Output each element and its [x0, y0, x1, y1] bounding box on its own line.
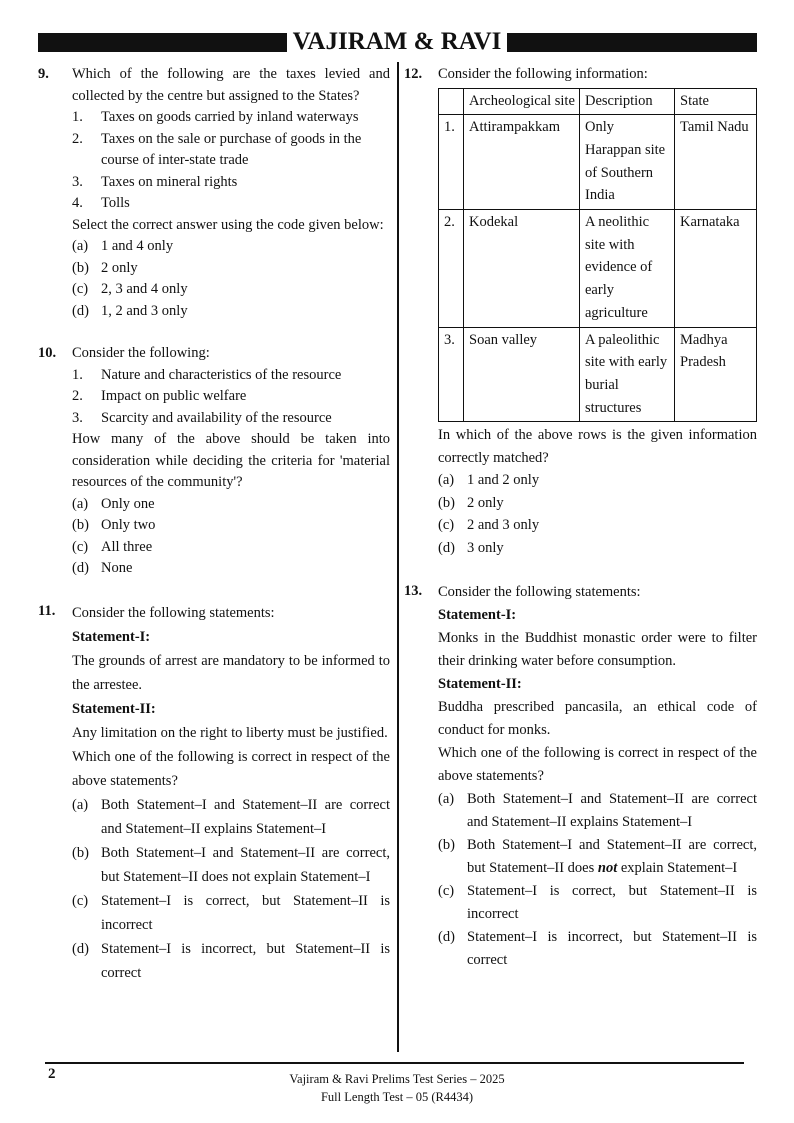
right-column [404, 64, 757, 972]
question-stem: Consider the following statements: [72, 604, 275, 621]
table-cell: A neolithic site with evidence of early agriculture [580, 210, 675, 328]
footer-text [0, 1070, 794, 1106]
table-cell: Karnataka [675, 210, 757, 328]
option-d[interactable]: (d) Statement–I is incorrect, but Statement–II is correct [438, 929, 757, 969]
option-a[interactable]: (a) Only one [72, 495, 155, 512]
statement-text: Buddha prescribed pancasila, an ethical code of conduct for monks. [438, 699, 757, 739]
question-number: 10. [38, 345, 57, 361]
statement-text: Any limitation on the right to liberty must be justified. [72, 724, 388, 741]
option-c[interactable]: (c) All three [72, 538, 153, 555]
option-b[interactable]: (b) Only two [72, 517, 156, 533]
option-d[interactable]: (d) Statement–I is incorrect, but Statement–II is correct [72, 940, 390, 981]
footer-line-1: Vajiram & Ravi Prelims Test Series – 2025 [289, 1072, 505, 1086]
table-row [439, 210, 757, 328]
table-header-cell [439, 88, 464, 115]
table-cell: Kodekal [464, 210, 580, 328]
table-row [439, 115, 757, 210]
statement-heading: Statement-I: [438, 607, 517, 624]
list-item: 3. Scarcity and availability of the resource [72, 409, 332, 426]
option-d[interactable]: (d) 1, 2 and 3 only [72, 302, 188, 319]
statement-heading: Statement-II: [72, 700, 156, 717]
table-cell: Attirampakkam [464, 115, 580, 210]
table-header-cell: Archeological site [464, 88, 580, 115]
table-cell: A paleolithic site with early burial structures [580, 327, 675, 422]
list-item: 3. Taxes on mineral rights [72, 173, 238, 190]
table-cell: 2. [439, 210, 464, 328]
option-b[interactable]: (b) Both Statement–I and Statement–II are correct, but Statement–II does not explain Statement–I [438, 837, 757, 877]
footer-rule [45, 1062, 744, 1064]
table-cell: 3. [439, 327, 464, 422]
list-item: 2. Taxes on the sale or purchase of goods in the course of inter-state trade [72, 130, 362, 168]
table-cell: Madhya Pradesh [675, 327, 757, 422]
option-c[interactable]: (c) 2 and 3 only [438, 517, 540, 534]
question-10 [38, 343, 390, 580]
table-cell: Soan valley [464, 327, 580, 422]
page-number: 2 [48, 1066, 56, 1082]
table-header-row [439, 88, 757, 115]
question-number: 12. [404, 66, 423, 82]
list-item: 1. Nature and characteristics of the resource [72, 366, 342, 383]
question-stem: Which of the following are the taxes levied and collected by the centre but assigned to the States? [72, 66, 390, 104]
question-number: 9. [38, 66, 49, 82]
table-cell: 1. [439, 115, 464, 210]
question-11 [38, 601, 390, 985]
option-d[interactable]: (d) None [72, 560, 133, 576]
statement-text: Monks in the Buddhist monastic order were to filter their drinking water before consumption. [438, 630, 757, 670]
question-number: 11. [38, 602, 56, 619]
statement-heading: Statement-II: [438, 676, 522, 693]
table-header-cell: Description [580, 88, 675, 115]
question-stem: Consider the following information: [438, 66, 648, 82]
header-title: VAJIRAM & RAVI [0, 28, 794, 56]
column-divider [397, 62, 399, 1052]
list-item: 4. Tolls [72, 195, 130, 211]
option-b[interactable]: (b) 2 only [438, 494, 504, 511]
option-a[interactable]: (a) Both Statement–I and Statement–II are correct and Statement–II explains Statement–I [72, 796, 390, 837]
option-c[interactable]: (c) 2, 3 and 4 only [72, 281, 188, 297]
question-number: 13. [404, 583, 423, 600]
option-c[interactable]: (c) Statement–I is correct, but Statement–II is incorrect [438, 883, 757, 923]
list-item: 2. Impact on public welfare [72, 388, 247, 404]
statement-heading: Statement-I: [72, 628, 151, 645]
option-c[interactable]: (c) Statement–I is correct, but Statement–II is incorrect [72, 892, 390, 933]
question-text: Which one of the following is correct in respect of the above statements? [72, 748, 390, 789]
question-text: In which of the above rows is the given information correctly matched? [438, 427, 757, 466]
question-instruction: Select the correct answer using the code given below: [72, 216, 384, 233]
table-cell: Tamil Nadu [675, 115, 757, 210]
table-cell: Only Harappan site of Southern India [580, 115, 675, 210]
statement-text: The grounds of arrest are mandatory to be informed to the arrestee. [72, 652, 390, 693]
option-a[interactable]: (a) Both Statement–I and Statement–II are correct and Statement–II explains Statement–I [438, 791, 757, 831]
option-a[interactable]: (a) 1 and 4 only [72, 238, 174, 254]
info-table [438, 88, 757, 423]
list-item: 1. Taxes on goods carried by inland waterways [72, 109, 359, 125]
question-stem: Consider the following statements: [438, 584, 641, 601]
left-column [38, 64, 390, 985]
table-row [439, 327, 757, 422]
footer-line-2: Full Length Test – 05 (R4434) [320, 1090, 473, 1104]
option-d[interactable]: (d) 3 only [438, 539, 504, 556]
option-b[interactable]: (b) 2 only [72, 259, 138, 276]
question-12 [404, 64, 757, 559]
question-text: How many of the above should be taken into consideration while deciding the criteria for 'material resources of the community'? [72, 431, 390, 490]
question-stem: Consider the following: [72, 345, 210, 361]
table-header-cell: State [675, 88, 757, 115]
option-b[interactable]: (b) Both Statement–I and Statement–II are correct, but Statement–II does not explain Statement–I [72, 844, 390, 885]
question-9 [38, 64, 390, 322]
option-a[interactable]: (a) 1 and 2 only [438, 472, 540, 489]
question-13 [404, 581, 757, 972]
question-text: Which one of the following is correct in respect of the above statements? [438, 745, 757, 785]
emphasis-not: not [597, 860, 618, 877]
